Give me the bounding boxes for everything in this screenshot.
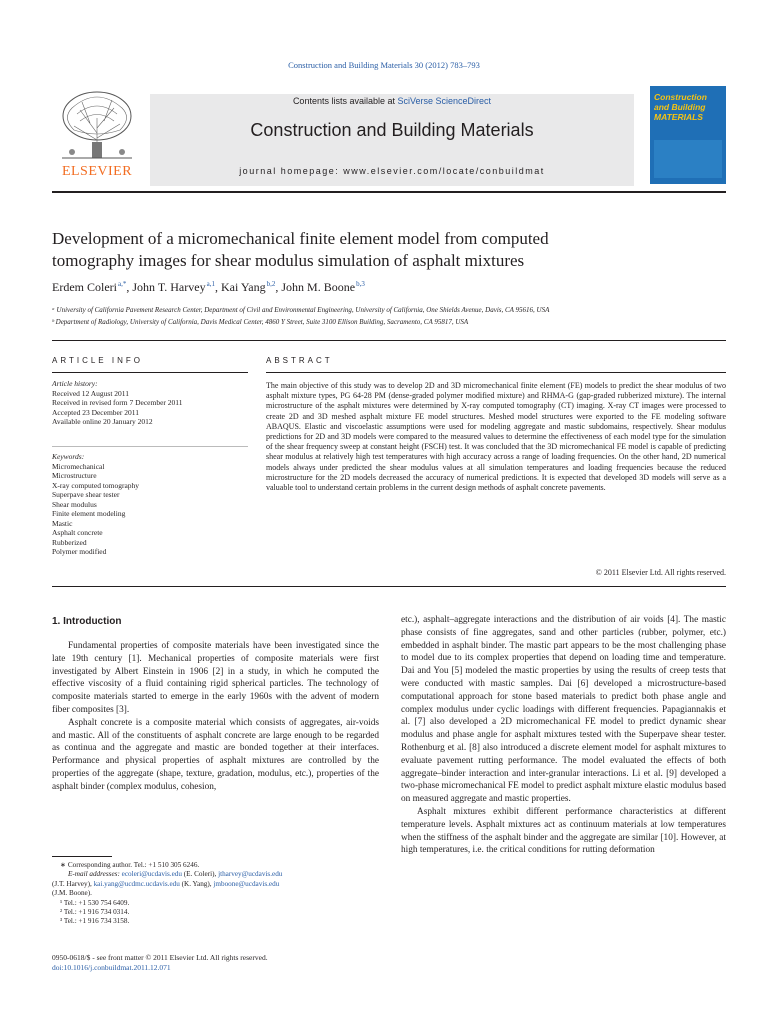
keyword: Asphalt concrete	[52, 528, 103, 537]
author-affil-sup[interactable]: a,*	[118, 280, 127, 288]
title-line-2: tomography images for shear modulus simulation of asphalt mixtures	[52, 251, 525, 270]
corresponding-author-note: ∗ Corresponding author. Tel.: +1 510 305 6246.	[60, 861, 200, 869]
intro-paragraph-3: etc.), asphalt–aggregate interactions and the distribution of air voids [4]. The mastic phase consists of fine aggregates, sand and other particles (rubber, polymer, etc.) embedded in asphalt binder. The mastic part appears to be the most challenging phase to model due to its complex properties that depend on loading time and temperature. Dai and You [5] modeled the mastic properties by using the results of creep tests that were conducted with mastic samples. Dai [6] developed a microstructure-based computational approach for stone based materials to predict both phase angle and complex modulus under cyclic loadings with different frequencies. Papagiannakis et al. [7] also developed a 2D micromechanical FE model to predict dynamic shear modulus and phase angle for asphalt mixtures tested with the Superpave shear tester. Rothenburg et al. [8] also introduced a discrete element model for asphalt mixtures to evaluate pavement rutting performance. The model evaluated the effects of both aggregate–binder interaction and inter-granular interactions. Li et al. [9] developed a two-phase micromechanical FE model to predict asphalt mixture elastic modulus based on measured aggregate and mastic properties.	[401, 615, 726, 805]
keyword: X-ray computed tomography	[52, 480, 140, 490]
author-affil-sup[interactable]: b,2	[266, 280, 276, 288]
author-list: Erdem Coleri $^{a,*}$, John T. Harvey $^{a,1}$, Kai Yang $^{b,2}$, John M. Boone $^{b,3}$	[52, 280, 365, 294]
email-line-1	[52, 870, 379, 879]
history-received: Received 12 August 2011	[52, 388, 130, 398]
history-online: Available online 20 January 2012	[52, 417, 153, 426]
email-owner: (E. Coleri),	[181, 870, 219, 879]
email-link[interactable]: jtharvey@ucdavis.edu	[218, 870, 283, 879]
email-owner: (K. Yang),	[179, 879, 214, 888]
keyword: Superpave shear tester	[52, 490, 120, 499]
history-accepted: Accepted 23 December 2011	[52, 407, 139, 417]
history-revised: Received in revised form 7 December 2011	[52, 398, 183, 407]
author-name[interactable]: Kai Yang	[220, 280, 266, 294]
email-link[interactable]: jmboone@ucdavis.edu	[213, 879, 280, 888]
intro-paragraph-2: Asphalt concrete is a composite material which consists of aggregates, air-voids and mastic. All of the constituents of asphalt concrete are large enough to be regarded as continua and the aggregate and mastic are bonded together at their interfaces. Performance and physical properties of asphalt mixtures are controlled by the properties of the aggregate (shape, texture, gradation, modulus, etc.), properties of the asphalt binder (complex modulus, cohesion,	[52, 717, 379, 792]
title-line-1: Development of a micromechanical finite element model from computed	[52, 229, 549, 248]
abstract-text: The main objective of this study was to develop 2D and 3D micromechanical finite element (FE) models to predict the shear modulus of two asphalt mixture types, PG 64-28 PM (dense-graded polymer modified mixture) and RHMA-G (gap-graded rubberized mixture). The internal microstructure of the asphalt mixtures were determined by X-ray computed tomography (CT) imaging. X-ray CT images were processed to create 2D and 3D meshed asphalt mixture FE model structures. Meshed model structures were exported to the FE modeling software ABAQUS. Elastic and viscoelastic assumptions were used for modeling aggregate and mastic subdomains, respectively. Shear modulus predictions for 2D and 3D models were compared to the measured values to determine the effectiveness of each model type for the simulation of the shear frequency sweep at constant height (FSCH) test. It was concluded that the 3D micromechanical FE model is capable of predicting shear modulus at relatively high test temperatures with high accuracy across a range of loading frequencies. On the other hand, 2D numerical models always under predicted the shear modulus values at all simulation temperatures and loading frequencies because the reduced microstructure for the 2D models decreased the accuracy of numerical predictions. It is expected that developed 3D models will serve as a valuable tool to understand certain problems in the current design methods of asphalt concrete pavements.	[266, 381, 726, 493]
front-matter-rule	[52, 586, 726, 587]
email-link[interactable]: ecoleri@ucdavis.edu	[121, 870, 182, 879]
article-history	[52, 379, 252, 427]
journal-citation[interactable]: Construction and Building Materials 30 (2012) 783–793	[288, 60, 480, 70]
keywords-label: Keywords:	[52, 452, 85, 461]
abstract-heading: ABSTRACT	[266, 356, 333, 365]
author-name[interactable]: John M. Boone	[281, 280, 356, 294]
keywords-list	[52, 452, 252, 557]
author-name[interactable]: Erdem Coleri	[52, 280, 117, 294]
abstract-rule	[266, 372, 726, 373]
email-line-2	[52, 880, 379, 889]
keyword: Finite element modeling	[52, 509, 126, 518]
footnote-tel-2: ² Tel.: +1 916 734 0314.	[60, 908, 130, 917]
email-owner: (J.T. Harvey),	[52, 879, 94, 888]
article-info-heading: ARTICLE INFO	[52, 356, 143, 365]
email-line-3: (J.M. Boone).	[52, 889, 92, 898]
email-link[interactable]: kai.yang@ucdmc.ucdavis.edu	[93, 879, 180, 888]
header-rule	[52, 191, 726, 193]
keyword: Microstructure	[52, 471, 97, 480]
contents-prefix: Contents lists available at	[292, 96, 398, 106]
publisher-wordmark: ELSEVIER	[61, 164, 133, 179]
cover-image-area	[654, 140, 722, 178]
footnote-tel-1: ¹ Tel.: +1 530 754 6409.	[60, 898, 130, 907]
keyword: Shear modulus	[52, 499, 97, 509]
section-heading-introduction: 1. Introduction	[52, 616, 122, 627]
contents-line	[150, 96, 634, 106]
author-name[interactable]: John T. Harvey	[132, 280, 206, 294]
body-right-column	[401, 614, 726, 857]
article-title	[52, 228, 732, 272]
doi-link[interactable]: doi:10.1016/j.conbuildmat.2011.12.071	[52, 963, 171, 972]
journal-homepage[interactable]: journal homepage: www.elsevier.com/locate/conbuildmat	[239, 166, 545, 176]
affiliation-a: ᵃ University of California Pavement Research Center, Department of Civil and Environmental Engineering, University of California, One Shields Avenue, Davis, CA 95616, USA	[52, 306, 550, 314]
abstract-copyright: © 2011 Elsevier Ltd. All rights reserved.	[595, 568, 726, 577]
article-info-rule	[52, 372, 248, 373]
intro-paragraph-1: Fundamental properties of composite materials have been investigated since the late 19th century [1]. Mechanical properties of composite materials were first investigated by Albert Einstein in 1906 [2] in a study, in which he computed the effective viscosity of a fluid containing rigid spherical particles. The technology of composite materials started to emerge in the early 1960s with the advent of modern fiber composites [3].	[52, 641, 379, 715]
keyword: Micromechanical	[52, 461, 105, 471]
journal-title: Construction and Building Materials	[250, 120, 534, 140]
body-left-column	[52, 640, 379, 794]
issn-line: 0950-0618/$ - see front matter © 2011 Elsevier Ltd. All rights reserved.	[52, 953, 268, 962]
keyword: Polymer modified	[52, 547, 107, 556]
author-affil-sup[interactable]: a,1	[206, 280, 215, 288]
footnote-tel-3: ³ Tel.: +1 916 734 3158.	[60, 917, 130, 926]
affiliation-b: ᵇ Department of Radiology, University of California, Davis Medical Center, 4860 Y Street, Suite 3100 Ellison Building, Sacramento, CA 95817, USA	[52, 318, 469, 326]
bottom-matter	[52, 953, 452, 973]
footnote-rule	[52, 856, 112, 857]
footnotes	[52, 861, 379, 927]
keywords-rule	[52, 446, 248, 447]
history-label: Article history:	[52, 379, 98, 388]
keyword: Mastic	[52, 518, 73, 528]
author-affil-sup[interactable]: b,3	[356, 280, 365, 288]
keyword: Rubberized	[52, 537, 87, 547]
sciencedirect-link[interactable]: SciVerse ScienceDirect	[397, 96, 492, 106]
email-label: E-mail addresses:	[68, 870, 120, 879]
intro-paragraph-4: Asphalt mixtures exhibit different performance characteristics at different temperature levels. Asphalt mixtures act as continuum materials at low temperatures when the stiffness of the asphalt binder and the aggregate are similar [10]. However, at high temperatures, i.e. the critical conditions for rutting deformation	[401, 806, 726, 856]
affiliation-rule	[52, 340, 726, 341]
cover-title: Construction and Building MATERIALS	[654, 92, 707, 122]
